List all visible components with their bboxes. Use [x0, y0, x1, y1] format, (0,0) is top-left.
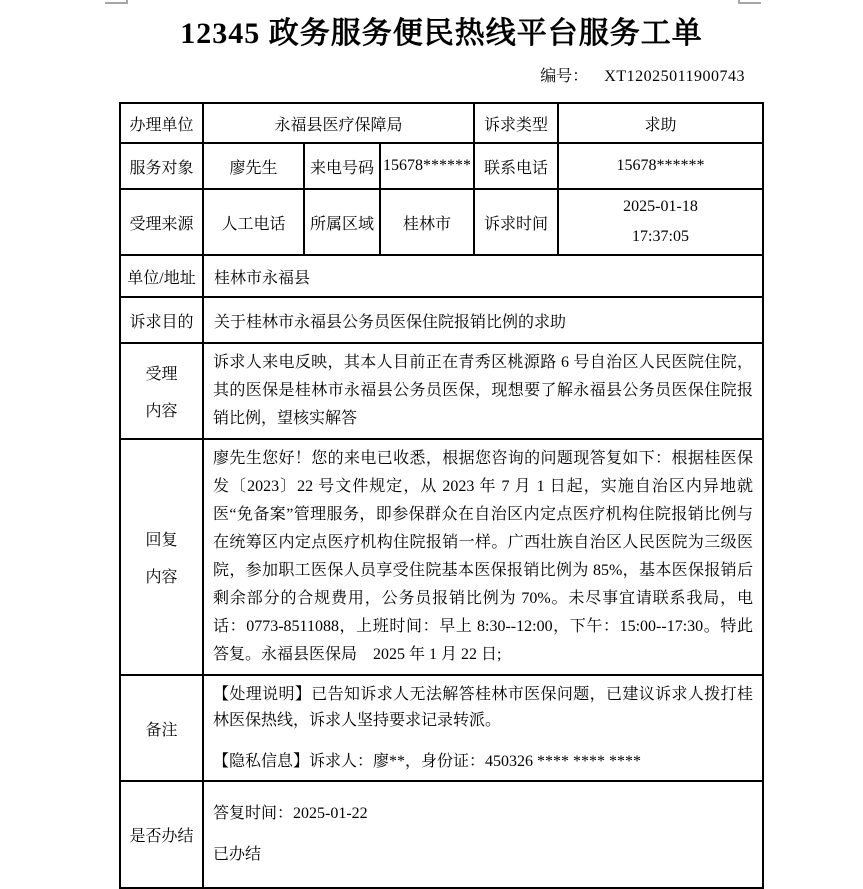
work-order-number-line: [540, 63, 745, 86]
completion-status-text: 已办结: [213, 846, 262, 863]
value-service-target: 廖先生: [203, 143, 304, 189]
label-reply-content-line1: 回复: [145, 532, 178, 549]
work-order-table: [119, 102, 764, 889]
label-acceptance-content: [120, 343, 203, 439]
label-service-target: 服务对象: [120, 143, 203, 189]
margin-corner-mark-left: [105, 0, 128, 4]
label-appeal-type: 诉求类型: [474, 103, 558, 143]
value-unit-address: 桂林市永福县: [203, 255, 763, 297]
label-appeal-time: 诉求时间: [474, 189, 558, 255]
value-caller-number: 15678******: [380, 143, 474, 189]
label-acceptance-source: 受理来源: [120, 189, 203, 255]
value-appeal-type: 求助: [558, 103, 763, 143]
table-row-remarks: [120, 675, 763, 781]
value-appeal-purpose: 关于桂林市永福县公务员医保住院报销比例的求助: [203, 297, 763, 343]
remarks-handling-note: 【处理说明】已告知诉求人无法解答桂林市医保问题，已建议诉求人拨打桂林医保热线，诉求人坚持要求记录转派。: [213, 685, 753, 729]
completion-reply-time: 答复时间：2025-01-22: [213, 805, 368, 822]
appeal-time-clock: 17:37:05: [632, 228, 689, 245]
label-completion-status: 是否办结: [120, 781, 203, 888]
page-title: 12345 政务服务便民热线平台服务工单: [180, 17, 703, 50]
appeal-time-date: 2025-01-18: [623, 198, 698, 215]
label-caller-number: 来电号码: [304, 143, 380, 189]
label-appeal-purpose: 诉求目的: [120, 297, 203, 343]
label-reply-content: [120, 439, 203, 675]
work-order-number-label: 编号：: [540, 68, 589, 85]
label-acceptance-content-line1: 受理: [145, 366, 178, 383]
value-region: 桂林市: [380, 189, 474, 255]
work-order-number-value: XT12025011900743: [604, 68, 745, 85]
value-acceptance-source: 人工电话: [203, 189, 304, 255]
table-row-unit-address: [120, 255, 763, 297]
value-appeal-time: [558, 189, 763, 255]
value-remarks: [203, 675, 763, 781]
label-region: 所属区域: [304, 189, 380, 255]
margin-corner-mark-right: [738, 0, 761, 4]
value-acceptance-content: 诉求人来电反映，其本人目前正在青秀区桃源路 6 号自治区人民医院住院，其的医保是桂林市永福县公务员医保，现想要了解永福县公务员医保住院报销比例，望核实解答: [203, 343, 763, 439]
label-reply-content-line2: 内容: [145, 569, 178, 586]
value-handling-unit: 永福县医疗保障局: [203, 103, 474, 143]
label-remarks: 备注: [120, 675, 203, 781]
label-acceptance-content-line2: 内容: [145, 403, 178, 420]
table-row-reply-content: [120, 439, 763, 675]
table-row-completion-status: [120, 781, 763, 888]
table-row-handling-unit: [120, 103, 763, 143]
table-row-service-target: [120, 143, 763, 189]
label-contact-phone: 联系电话: [474, 143, 558, 189]
value-completion-status: [203, 781, 763, 888]
label-handling-unit: 办理单位: [120, 103, 203, 143]
table-row-acceptance-content: [120, 343, 763, 439]
table-row-appeal-purpose: [120, 297, 763, 343]
label-unit-address: 单位/地址: [120, 255, 203, 297]
remarks-privacy-info: 【隐私信息】诉求人：廖**，身份证：450326 **** **** ****: [213, 752, 642, 770]
value-contact-phone: 15678******: [558, 143, 763, 189]
table-row-acceptance-source: [120, 189, 763, 255]
value-reply-content: 廖先生您好！您的来电已收悉，根据您咨询的问题现答复如下：根据桂医保发〔2023〕22 号文件规定，从 2023 年 7 月 1 日起，实施自治区内异地就医“免备案”管理服务，即参保群众在自治区内定点医疗机构住院报销比例与在统筹区内定点医疗机构住院报销一样。广西壮族自治区人民医院为三级医院，参加职工医保人员享受住院基本医保报销比例为 85%，基本医保报销后剩余部分的合规费用，公务员报销比例为 70%。未尽事宜请联系我局，电话：0773-8511088，上班时间：早上 8:30--12:00，下午：15:00--17:30。特此答复。永福县医保局 2025 年 1 月 22 日;: [203, 439, 763, 675]
